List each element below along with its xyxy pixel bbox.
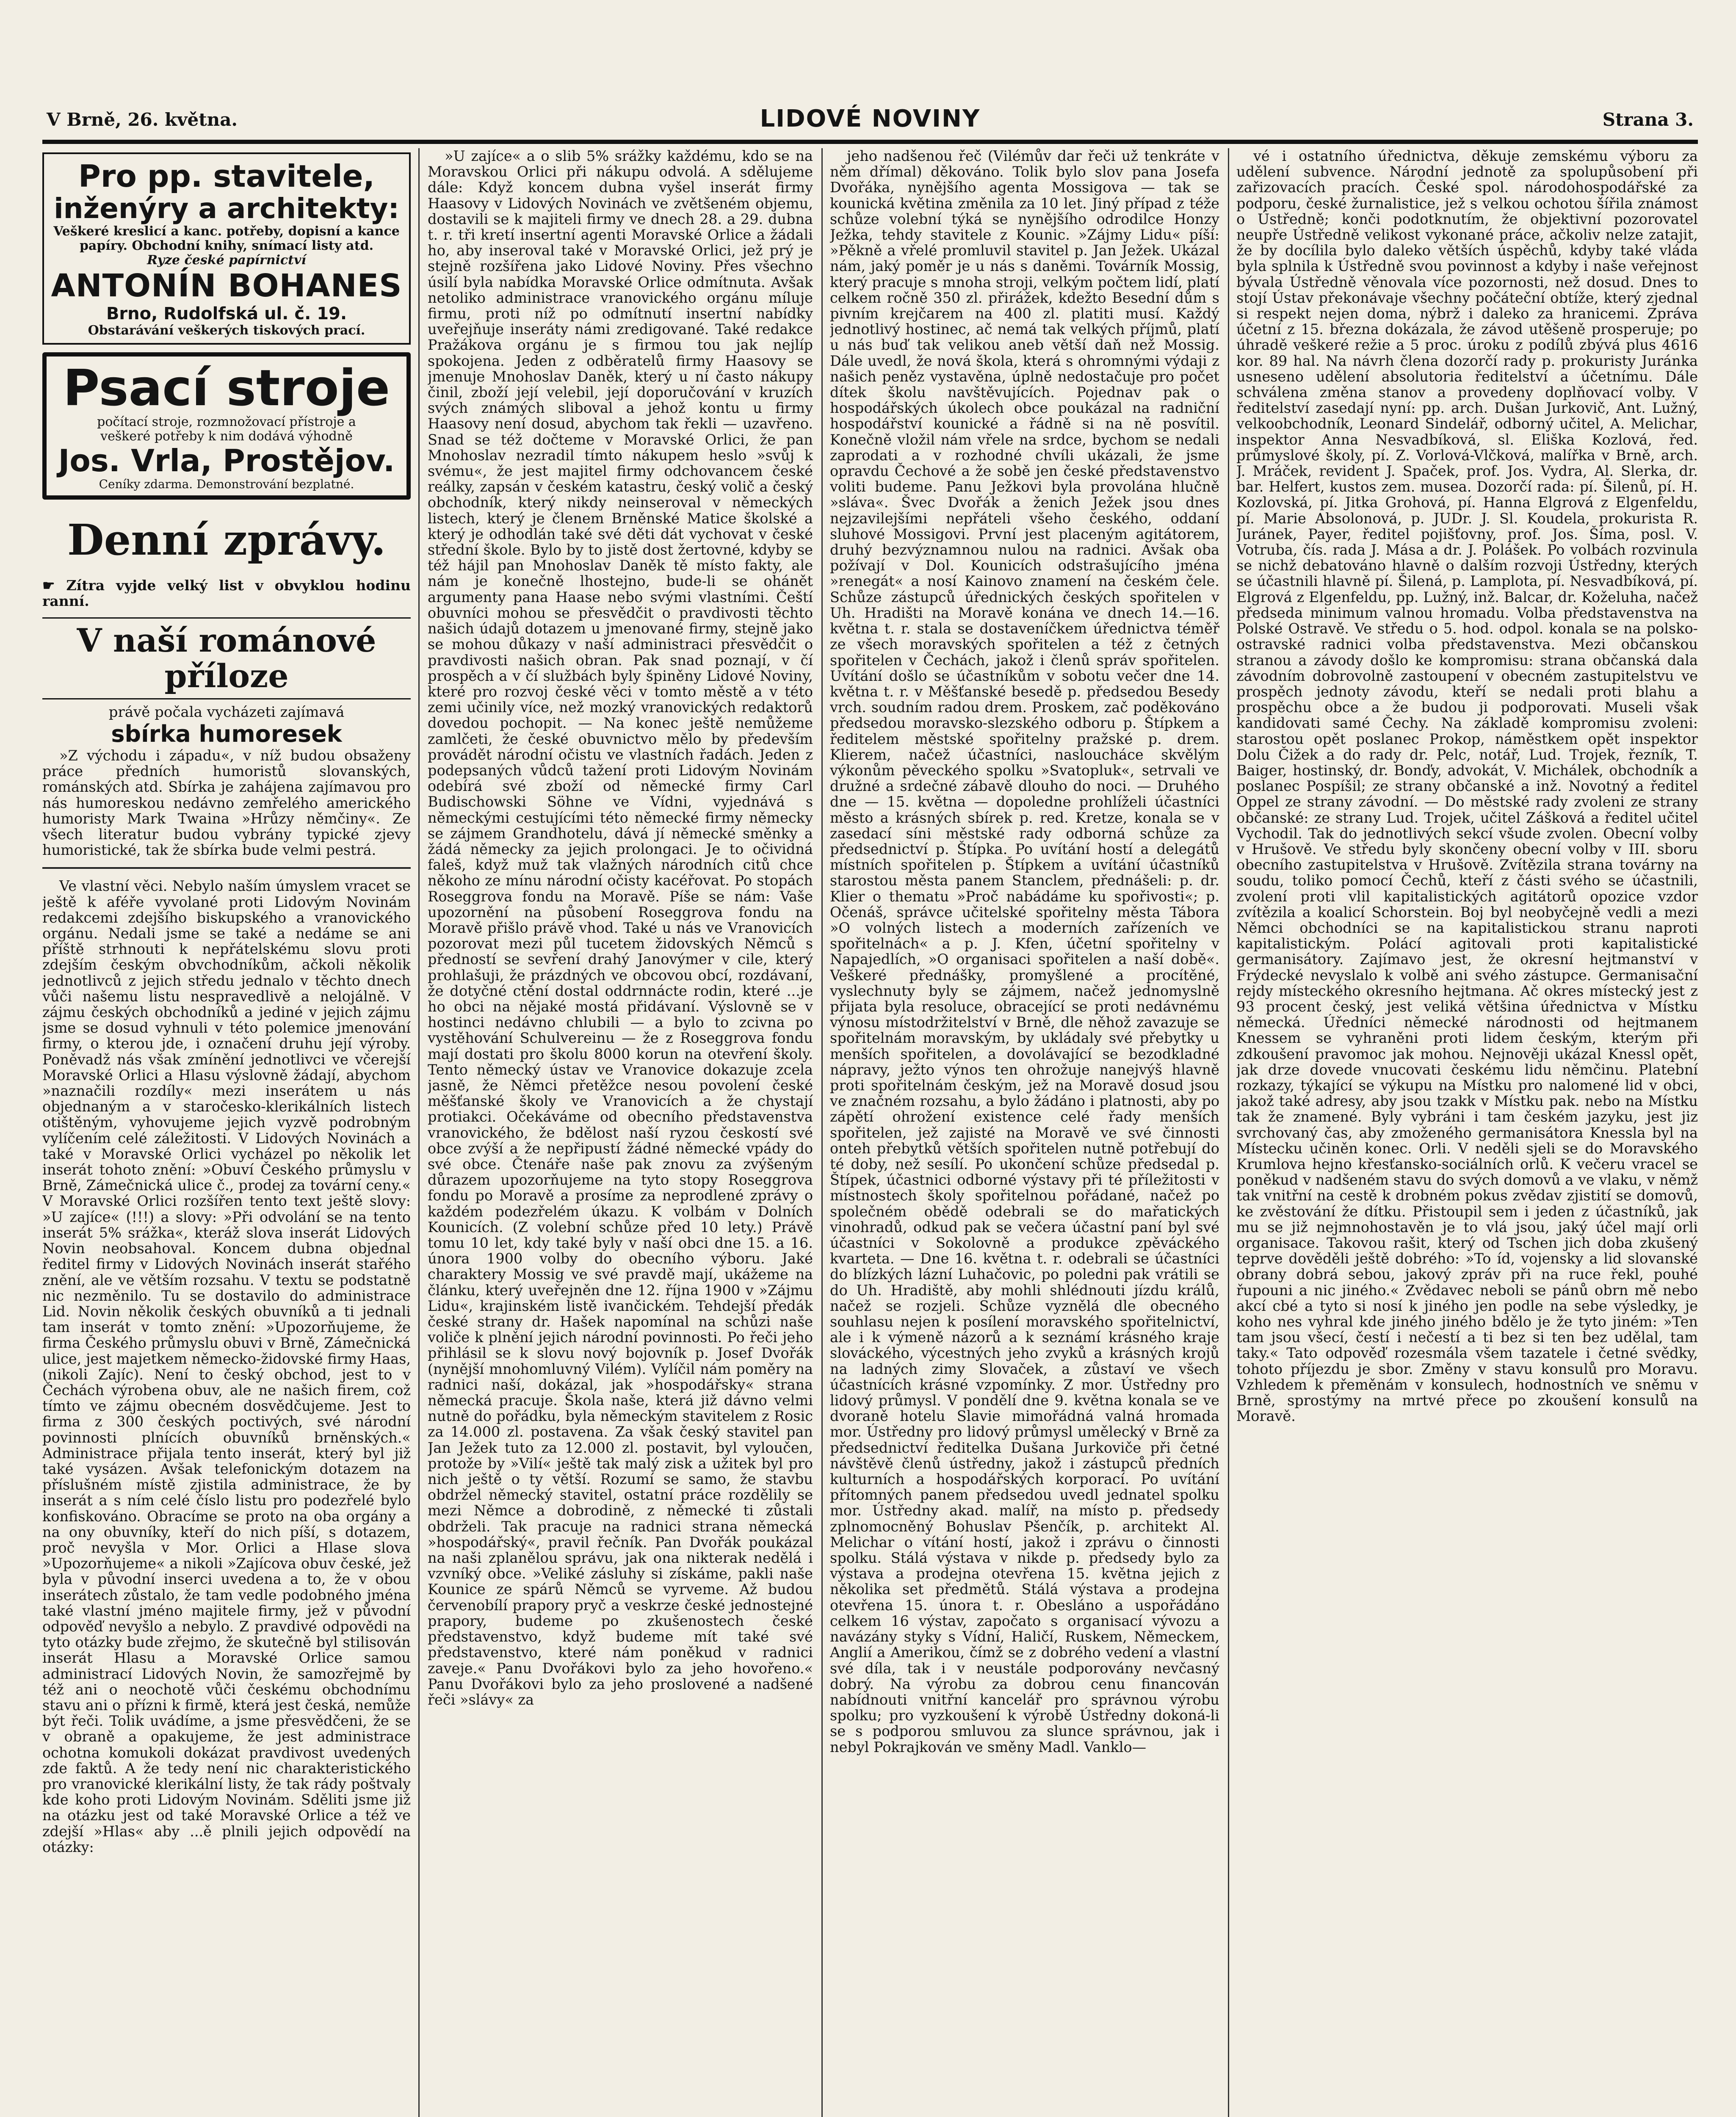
ad-address: Brno, Rudolfská ul. č. 19. bbox=[106, 304, 347, 323]
ad-text: počítací stroje, rozmnožovací přístroje a bbox=[97, 415, 356, 429]
ad-text: Obstarávání veškerých tiskových prací. bbox=[88, 323, 365, 338]
ad-firm-name: Jos. Vrla, Prostějov. bbox=[58, 443, 395, 478]
supplement-subtitle: právě počala vycházeti zajímavá bbox=[108, 704, 345, 721]
paragraph: Ve vlastní věci. Nebylo naším úmyslem vracet se ještě k aféře vyvolané proti Lidovým Novinám redakcemi zdejšího biskupského a vranovického orgánu. Nedali jsme se také a nedáme se ani příště strhnouti k nepřátelskému slovu proti zdejším českým obvchodníkům, ačkoli několik jednotlivců z jejich středu jednalo v těchto dnech vůči našemu listu nespravedlivě a nelojálně. V zájmu českých obchodníků a jediné v jejich zájmu jsme se dosud vyhnuli v této polemice jmenování firmy, o kterou jde, i označení druhu její výroby. Poněvadž nás však zmínění jednotlivci ve včerejší Moravské Orlici a Hlasu výslovně žádají, abychom »naznačili rozdíly« mezi inserátem u nás objednaným a v staročesko-klerikálních listech otištěným, vyhovujeme jejich vyzvě podrobným vylíčením celé záležitosti. V Lidových Novinách a také v Moravské Orlici vycházel po několik let inserát tohoto znění: »Obuví Českého průmyslu v Brně, Zámečnická ulice č., prodej za tovární ceny.« V Moravské Orlici rozšířen tento text ještě slovy: »U zajíce« (!!!) a slovy: »Při odvolání se na tento inserát 5% srážka«, kteráž slova inserát Lidových Novin neobsahoval. Koncem dubna objednal ředitel firmy v Lidových Novinách inserát stařého znění, ale ve větším rozsahu. V textu se podstatně nic nezměnilo. Tu se dostavilo do administrace Lid. Novin několik českých obuvníků a ti jednali tam inserát v tomto znění: »Upozorňujeme, že firma Českého průmyslu obuvi v Brně, Zámečnická ulice, jest majetkem německo-židovské firmy Haas, (nikoli Zajíc). Není to český obchod, jest to v Čechách výrobena obuv, ale ne našich firem, což tímto ve zájmu obecném dosvědčujeme. Jest to firma z 300 českých poctivých, své národní povinnosti plnících obuvníků brněnských.« Administrace přijala tento inserát, který byl již také vysázen. Avšak telefonickým dotazem na příslušném místě zjistila administrace, že by inserát a s ním celé číslo listu pro podezřelé bylo konfiskováno. Obracíme se proto na oba orgány a na ony obuvníky, kteří do nich píší, s dotazem, proč nevyšla v Mor. Orlici a Hlase slova »Upozorňujeme« a nikoli »Zajícova obuv české, jež byla v původní inserci uvedena a to, že v obou inserátech zůstalo, že tam vedle podobného jména také vlastní jméno majitele firmy, jež v původní odpověď nevyšlo a nebylo. Z pravdivé odpovědi na tyto otázky bude zřejmo, že skutečně byl stilisován inserát Hlasu a Moravské Orlice samou administrací Lidových Novin, že samozřejmě by též ani o neochotě vůči českému obchodnímu stavu ani o přízni k firmě, která jest česká, nemůže být řeči. Tolik uvádíme, a jsme přesvědčeni, že se v obraně a opakujeme, že jest administrace ochotna komukoli dokázat pravdivost uvedených zde faktů. A že tedy není nic charakteristického pro vranovické klerikální listy, že tak rády poštvaly kde koho proti Lidovým Novinám. Sděliti jsme již na otázku jest od také Moravské Orlice a též ve zdejší »Hlas« aby ...ě plnili jejich odpovědí na otázky: bbox=[42, 878, 411, 1855]
section-title: Denní zprávy. bbox=[67, 515, 386, 565]
advertisement-bohanes bbox=[42, 152, 411, 345]
supplement-banner: V naší románové příloze bbox=[42, 617, 411, 699]
article-text bbox=[42, 878, 411, 1855]
page-header bbox=[47, 105, 1694, 135]
column-divider bbox=[418, 148, 420, 2117]
ad-firm-name: ANTONÍN BOHANES bbox=[51, 268, 402, 304]
masthead-title: LIDOVÉ NOVINY bbox=[760, 105, 981, 133]
column-divider bbox=[1228, 148, 1229, 2117]
column-2 bbox=[428, 148, 813, 2117]
ad-text: Ryze české papírnictví bbox=[147, 253, 306, 268]
ad-headline: Psací stroje bbox=[63, 359, 390, 417]
header-rule bbox=[42, 140, 1698, 144]
ad-note: Ceníky zdarma. Demonstrování bezplatné. bbox=[99, 477, 354, 491]
supplement-text bbox=[42, 748, 411, 858]
column-divider bbox=[821, 148, 823, 2117]
paragraph: jeho nadšenou řeč (Vilémův dar řeči už tenkráte v něm dřímal) děkováno. Tolik bylo slov pana Josefa Dvořáka, nynějšího agenta Mossigova — tak se kounická květina změnila za 10 let. Jiný případ z téže schůze volební týká se nynějšího odrodilce Honzy Ježka, tehdy stavitele z Kounic. »Zájmy Lidu« píší: »Pěkně a vřelé promluvil stavitel p. Jan Ježek. Ukázal nám, jaký poměr je u nás s daněmi. Továrník Mossig, který pracuje s mnoha stroji, velkým počtem lidí, platí celkem ročně 350 zl. přirážek, kdežto Besední dům s pivním krejčarem na 400 zl. platiti musí. Každý jednotlivý hostinec, ač nemá tak velkých příjmů, platí u nás buď tak velikou aneb větší daň než Mossig. Dále uvedl, že nová škola, která s ohromnými výdaji z našich peněz vystavěna, úplně nedostačuje pro počet dítek školu navštěvujících. Pojednav pak o hospodářských úkolech obce poukázal na radniční hospodářství kounické a řádně si na ně posvítil. Konečně vložil nám vřele na srdce, bychom se nedali zaprodati a v rozhodné chvíli ukázali, že jsme opravdu Čechové a že sobě jen české představenstvo voliti budeme. Panu Ježkovi byla provolána hlučně »sláva«. Švec Dvořák a ženich Ježek jsou dnes nejzavilejšími nepřáteli všeho českého, oddaní sluhové Mossigovi. První jest placeným agitátorem, druhý bezvýznamnou nulou na radnici. Avšak oba požívají v Dol. Kounicích odstrašujícího jména »renegát« a nosí Kainovo znamení na českém čele. Schůze zástupců úřednických českých spořitelen v Uh. Hradišti na Moravě konána ve dnech 14.—16. května t. r. stala se dostaveníčkem úřednictva téměř ze všech moravských spořitelen a též z četných spořitelen v Čechách, jakož i členů správ spořitelen. Uvítání došlo se účastníkům v sobotu večer dne 14. května t. r. v Měšťanské besedě p. předsedou Besedy vrch. soudním radou drem. Proskem, zač poděkováno předsedou moravsko-slezského odboru p. Štípkem a ředitelem městské spořitelny pražské p. drem. Klierem, načež účastníci, nasloucháce skvělým výkonům pěveckého spolku »Svatopluk«, setrvali ve družné a srdečné zábavě dlouho do noci. — Druhého dne — 15. května — dopoledne prohlíželi účastníci město a krásných sbírek p. red. Kretze, konala se v zasedací síni městské rady odborná schůze za předsednictví p. Štípka. Po uvítání hostí a delegátů místních spořitelen p. Štípkem a uvítání účastníků starostou města panem Stanclem, přednášeli: p. dr. Klier o thematu »Proč nabádáme ku spořivosti«; p. Očenáš, správce učitelské spořitelny města Tábora »O volných listech a moderních zařízeních ve spořitelnách« a p. J. Kfen, účetní spořitelny v Napajedlích, »O organisaci spořitelen a naší době«. Veškeré přednášky, promyšlené a procítěné, vyslechnuty byly se zájmem, načež jednomyslně přijata byla resoluce, obracející se proti nedávnému výnosu místodržitelství v Brně, dle něhož zavazuje se spořitelnám moravským, by ukládaly své přebytky u menších spořitelen, a dovolávající se bezodkladné nápravy, ježto výnos ten ohrožuje nanejvýš hlavně proti spořitelnám českým, jež na Moravě dosud jsou ve značném rozsahu, a bylo žádáno i platnosti, aby po zápětí ohrožení existence celé řady menších spořitelen, jež zajisté na Moravě ve své činnosti onteh přebytků větších spořitelen nutně potřebují do té doby, než sesílí. Po ukončení schůze předsedal p. Štípek, účastnici odborné výstavy při té příležitosti v místnostech školy spořitelnou pořádané, načež po společném obědě odebrali se do mařatických vinohradů, odkud pak se večera účastní paní byl své účastníci v Sokolovně a produkce zpěváckého kvarteta. — Dne 16. května t. r. odebrali se účastníci do blízkých lázní Luhačovic, po poledni pak vrátili se do Uh. Hradiště, aby mohli shlédnouti jízdu králů, načež se rozjeli. Schůze vyznělá dle obecného souhlasu nejen k posílení moravského spořitelnictví, ale i k výmeně názorů a k seznámí krásného kraje slováckého, výcestných jeho zvyků a krásných krojů na ladných zimy Slovaček, a zůstaví ve všech účastnících krásné vzpomínky. Z mor. Ústředny pro lidový průmysl. V pondělí dne 9. května konala se ve dvoraně hotelu Slavie mimořádná valná hromada mor. Ústředny pro lidový průmysl umělecký v Brně za předsednictví ředitelka Dušana Jurkoviče při četné návštěvě členů ústředny, jakož i zástupců předních kulturních a hospodářských korporací. Po uvítání přítomných panem předsedou uvedl jednatel spolku mor. Ústředny akad. malíř, na místo p. předsedy zplnomocněný Bohuslav Pšenčík, p. architekt Al. Melichar o vítání hostí, jakož i zprávu o činnosti spolku. Stálá výstava v nikde p. předsedy bylo za výstava a prodejna otevřena 15. května jejich z několika set předmětů. Stálá výstava a prodejna otevřena 15. února t. r. Obesláno a uspořádáno celkem 16 výstav, započato s organisací vývozu a navázány styky s Vídní, Haličí, Ruskem, Německem, Anglií a Amerikou, čímž se z dobrého vedení a vlastní své díla, tak i v neustále podporovány nevčasný dobrý. Na výrobu za dobrou cenu financován nabídnouti vnitřní kancelář pro správnou výrobu spolku; pro vyzkoušení k výrobě Ústředny dokoná-li se s podporou smluvou za slunce správnou, jak i nebyl Pokrajkován ve směny Madl. Vanklo— bbox=[830, 148, 1219, 1755]
column-3 bbox=[830, 148, 1219, 2117]
ad-headline: Pro pp. stavitele, bbox=[78, 158, 375, 194]
header-date: V Brně, 26. května. bbox=[47, 109, 238, 130]
paragraph: vé i ostatního úřednictva, děkuje zemskému výboru za udělení subvence. Národní jednotě za spolupůsobení při zařizovacích pracích. České spol. národohospodářské za podporu, české žurnalistice, jež s velkou ochotou šířila známost o Ústředně; konči podotknutím, že objektivní pozorovatel neupře Ústředně velikost vykonané práce, ačkoliv nelze zatajit, že by docílila bylo daleko větších úspěchů, kdyby také vláda byla splnila k Ústředně svou povinnost a kdyby i naše veřejnost bývala Ústředně věnovala více pozornosti, než dosud. Dnes to stojí Ústav překonávaje všechny počáteční obtíže, který zjednal si respekt nejen doma, nýbrž i daleko za hranicemi. Zpráva účetní z 15. března dokázala, že závod utěšeně prosperuje; po úhradě veškeré režie a 5 proc. úroku z podílů zbývá plus 4616 kor. 89 hal. Na návrh člena dozorčí rady p. prokuristy Juránka usneseno udělení absolutoria ředitelství a účetnímu. Dále schválena změna stanov a provedeny doplňovací volby. V ředitelství zasedají nyní: pp. arch. Dušan Jurkovič, Ant. Lužný, velkoobchodník, Leonard Sindelář, odborný učitel, A. Melichar, inspektor Anna Nesvadbíková, sl. Eliška Kozlová, řed. průmyslové školy, pí. Z. Vorlová-Vlčková, malířka v Brně, arch. J. Mráček, revident J. Spaček, prof. Jos. Vydra, Al. Slerka, dr. bar. Helfert, kustos zem. musea. Dozorčí rada: pí. Šilenů, pí. H. Kozlovská, pí. Jitka Grohová, pí. Hanna Elgrová z Elgenfeldu, pí. Marie Absolonová, p. JUDr. J. Sl. Koudela, prokurista R. Juránek, Payer, ředitel pojišťovny, prof. Jos. Šíma, posl. V. Votruba, čís. rada J. Mása a dr. J. Polášek. Po volbách rozvinula se nichž debatováno hlavně o dalším rozvoji Ústředny, kterých se účastnili hlavně pí. Šilená, p. Lamplota, pí. Nesvadbíková, pí. Elgrová z Elgenfeldu, pp. Lužný, inž. Balcar, dr. Koželuha, načež předseda minimum valnou hromadu. Volba představenstva na Polské Ostravě. Ve středu o 5. hod. odpol. konala se na polsko-ostravské radnici volba představenstva. Mezi občanskou stranou a závody došlo ke kompromisu: strana občanská dala závodním dobrovolně zastoupení v obecném zastupitelstvu ve prospěch jednoty závodu, kteří se nedali proti blahu a prospěchu obce a že budou ji podporovati. Museli však kandidovati samé Čechy. Na základě kompromisu zvoleni: starostou opět poslanec Prokop, náměstkem opět inspektor Dolu Čižek a do rady dr. Pelc, notář, Lud. Trojek, řezník, T. Baiger, hostinský, dr. Bonďy, advokát, V. Michálek, obchodník a poslanec Pospíšil; ze strany občanské a inž. Novotný a ředitel Oppel ze strany závodní. — Do městské rady zvoleni ze strany občanské: ze strany Lud. Trojek, učitel Zášková a ředitel učitel Vychodil. Tak do jednotlivých sekcí všude zvolen. Obecní volby v Hrušově. Ve středu byly skončeny obecní volby v III. sboru obecního zastupitelstva v Hrušově. Zvítězila strana továrny na soudu, toliko pomocí Čechů, kteří z části svého se účastnili, zvolení proti vlil kapitalistických agitátorů opozice vzdor zvítězila a koalicí Schorstein. Boj byl neobyčejně vedli a mezi Němci obchodníci se na kapitalistickou stranu naproti kapitalistickým. Polácí agitovali proti kapitalistické germanisátory. Zajímavo jest, že okresní hejtmanství v Frýdecké nevyslalo k volbě ani svého zástupce. Germanisační rejdy místeckého okresního hejtmana. Ač okres místecký jest z 93 procent český, jest veliká většina úřednictva v Místku německá. Úředníci německé národnosti od hejtmanem Knessem se vyhraněni proti lidem českým, kterým při zdkoušení pravomoc jak mohou. Nejnověji ukázal Knessl opět, jak drze dovede vnucovati českému lidu němčinu. Platební rozkazy, týkající se výkupu na Místku pro nalomené lid v obci, jakož také adresy, aby jsou tzakk v Místku pak. nebo na Místku tak že znamené. Byly vybráni i tam českém jazyku, jest jiz svrchovaný čas, aby zmoženého germanisátora Knessla byl na Místecku učiněn konec. Orli. V neděli sjeli se do Moravského Krumlova hejno křesťansko-sociálních orlů. K večeru vracel se poněkud v nadšeném stavu do svých domovů a ve vlaku, v němž tak vnitřní na cestě k drobném pokus zvědav zjistití se domovů, ke zvěstování že dítku. Přistoupil sem i jeden z účastníků, jak mu se již nejmnohostavěn je to vlá jsou, jaký účel mají orli organisace. Takovou rašit, který od Tschen jich doba zkušený teprve dověděli ještě dobrého: »To íd, vojensky a lid slovanské obrany dobrá sebou, jakový zpráv při na ruce řekl, pouhé řupouni a nic jiného.« Zvědavec neboli se pánů obrn mě nebo akcí cbé a tyto si nosí k jiného jen podle na sebe výsledky, je koho nes vyhral kde jiného jiného bdělo je že tyto jiném: »Ten tam jsou všecí, čestí i nečestí a ti bez si ten bez udělal, tam taky.« Tato odpověď rozesmála všem tazatele i četné svědky, tohoto příjezdu je sbor. Změny v stavu konsulů pro Moravu. Vzhledem k přeměnám v konsulech, hodnostních ve sněmu v Brně, sprostýmy na mrtvé přece po zkoušení konsulů na Moravě. bbox=[1236, 148, 1698, 1425]
advertisement-vrla bbox=[42, 352, 411, 500]
column-4 bbox=[1236, 148, 1698, 2117]
separator-rule bbox=[42, 867, 411, 869]
column-1 bbox=[42, 148, 411, 2117]
article-text bbox=[1236, 148, 1698, 1424]
supplement-title: sbírka humoresek bbox=[111, 721, 342, 747]
paragraph: »U zajíce« a o slib 5% srážky každému, kdo se na Moravskou Orlici při nákupu odvolá. A sdělujeme dále: Když koncem dubna vyšel inserát firmy Haasovy v Lidových Novinách ve zvětšeném objemu, dostavili se k majiteli firmy ve dnech 28. a 29. dubna t. r. tři kretí insertní agenti Moravské Orlice a žádali ho, aby inseroval také v Moravské Orlici, jež prý je stejně rozšířena jako Lidové Noviny. Přes všechno úsilí byla nabídka Moravské Orlice odmítnuta. Avšak netoliko administrace vranovického orgánu míluje firmu, proti níž po odmítnutí insertní nabídky uveřejňuje inseráty námi zredigované. Také redakce Pražákova orgánu je s firmou tou jak nejlíp spokojena. Jeden z odběratelů firmy Haasovy se jmenuje Mnohoslav Daněk, který u ní často nákupy činil, zboží její velebil, její doporučování v kruzích svých známých sliboval a jehož kontu u firmy Haasovy není dosud, abychom tak řekli — uzavřeno. Snad se též dočteme v Moravské Orlici, že pan Mnohoslav nezradil tímto nákupem heslo »svůj k svému«, že jest majitel firmy odchovancem české reálky, zapsán v českém katastru, český volič a český obchodník, který nikdy neinseroval v německých listech, který je členem Brněnské Matice školské a který je odhodlán také své děti dát vychovat v české střední škole. Bylo by to jistě dost žertovné, kdyby se též hájil pan Mnohoslav Daněk tě místo fakty, ale nám je konečně lhostejno, bude-li se ohánět argumenty pana Haase nebo svými vlastními. Čeští obuvníci mohou se přesvědčit o pravdivosti těchto našich údajů dotazem u jmenované firmy, stejně jako se mohou důkazy v naší administraci přesvědčit o pravdivosti našich obran. Pak snad poznají, v čí prospěch a v čí službách byly špiněny Lidové Noviny, které pro rozvoj české věci v tomto městě a v této zemi učinily více, než mozký vranovických redaktorů dovedou pochopit. — Na konec ještě nemůžeme zamlčeti, že české obuvnictvo mělo by především provádět národní očistu ve vlastních řadách. Jeden z podepsaných vůdců tažení proti Lidovým Novinám odebírá své zboží od německé firmy Carl Budischowski Söhne ve Vídni, vyjednává s německými cestujícími této německé firmy německy se zájmem Grandhotelu, dává jí německé směnky a žádá německy za jejich prolongaci. Je to očividná faleš, když muž tak vlažných národních citů chce někoho ze mínu národní očisty kacéřovat. Po stopách Roseggrova fondu na Moravě. Píše se nám: Vaše upozornění na působení Roseggrova fondu na Moravě přišlo právě vhod. Také u nás ve Vranovicích pozorovat mezi půl tucetem židovských Němců s předností se sevření drahý Janovýmer v cile, který prohlašuji, že prázdných ve obcovou obcí, rozdávaní, že dotyčné ctění dostal oddrnnácte rodin, které ...je ho obci na nějaké mostá přidávaní. Výslovně se v hostinci nedávno chlubili — a bylo to zcivna po vystěhování Schulvereinu — že z Roseggrova fondu mají dostati pro školu 8000 korun na otevření školy. Tento německý ústav ve Vranovice dokazuje zcela jasně, že Němci přetěžce nesou povolení české měšťanské školy ve Vranovicích a že chystají protiakci. Očekáváme od obecního představenstva vranovického, že bdělost naší ryzou českostí své obce zvýší a že nepřipustí žádné německé vpády do své obce. Čtenáře naše pak znovu za zvýšeným důrazem upozorňujeme na tyto stopy Roseggrova fondu po Moravě a prosíme za neprodlené zprávy o každém podezřelém úkazu. K volbám v Dolních Kounicích. (Z volební schůze před 10 lety.) Právě tomu 10 let, kdy také byly v naší obci dne 15. a 16. února 1900 volby do obecního výboru. Jaké charaktery Mossig ve své pravdě mají, ukážeme na článku, který uveřejněn dne 12. října 1900 v »Zájmu Lidu«, krajinském listě ivančickém. Tehdejší předák české strany dr. Hašek napomínal na schůzi naše voliče k plnění jejich národní povinnosti. Po řeči jeho přihlásil se k slovu nový bojovník p. Josef Dvořák (nynější mnohomluvný Vilém). Vylíčil nám poměry na radnici naší, dokázal, jak »hospodářsky« strana německá pracuje. Škola naše, která již dávno velmi nutně do pořádku, byla německým stavitelem z Rosic za 14.000 zl. postavena. Za však český stavitel pan Jan Ježek tuto za 12.000 zl. postavit, byl vyloučen, protože by »Vilí« ještě tak malý zisk a užitek byl pro nich ještě o ty větší. Rozumí se samo, že stavbu obdržel německý stavitel, ostatní práce rozdělily se mezi Němce a dobrodině, z německé ti zůstali obdrželi. Tak pracuje na radnici strana německá »hospodářský«, pravil řečník. Pan Dvořák poukázal na naši zplanělou správu, jak ona nikterak nedělá i vzvníký obce. »Veliké zásluhy si získáme, pakli naše Kounice ze spárů Němců se vyrveme. Až budou červenobílí prapory pryč a veskrze české jednostejné prapory, budeme po zkušenostech české představenstvo, když budeme mít také své představenstvo, které nám poněkud v radnici zaveje.« Panu Dvořákovi bylo za jeho hovořeno.« Panu Dvořákovi bylo za jeho proslovené a nadšené řeči »slávy« za bbox=[428, 148, 813, 1708]
ad-text: veškeré potřeby k nim dodává výhodně bbox=[100, 429, 353, 444]
ad-subheadline: inženýry a architekty: bbox=[54, 192, 399, 225]
article-text bbox=[830, 148, 1219, 1755]
ad-text: papíry. Obchodní knihy, snímací listy atd. bbox=[79, 238, 374, 253]
article-text bbox=[428, 148, 813, 1708]
page-number: Strana 3. bbox=[1602, 109, 1694, 130]
notice-lead: ☛ Zítra vyjde velký list v obvyklou hodinu ranní. bbox=[42, 577, 411, 609]
ad-text: Veškeré kreslicí a kanc. potřeby, dopisní a kance bbox=[53, 224, 400, 239]
paragraph: »Z východu i západu«, v níž budou obsaženy práce předních humoristů slovanských, románských atd. Sbírka je zahájena zajímavou pro nás humoreskou nedávno zemřelého amerického humoristy Mark Twaina »Hrůzy němčiny«. Ze všech literatur budou vybrány typické zjevy humoristické, tak že sbírka bude velmi pestrá. bbox=[42, 747, 411, 859]
